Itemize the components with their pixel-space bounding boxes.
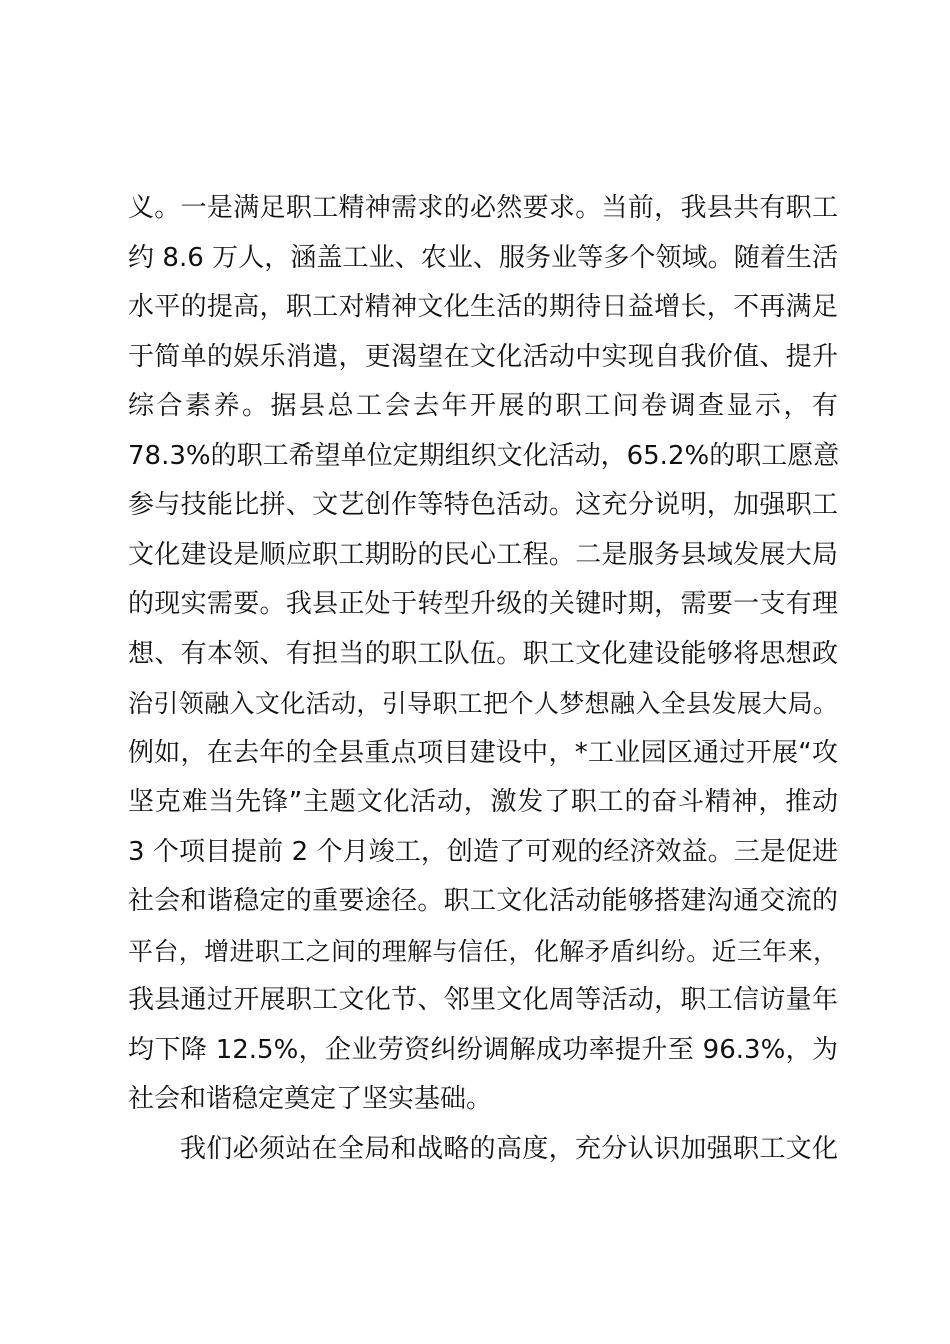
text-line: 3 个项目提前 2 个月竣工，创造了可观的经济效益。三是促进 (128, 836, 838, 867)
text-line: 于简单的娱乐消遣，更渴望在文化活动中实现自我价值、提升 (128, 341, 838, 372)
text-line: 社会和谐稳定的重要途径。职工文化活动能够搭建沟通交流的 (128, 886, 838, 916)
text-line: 的现实需要。我县正处于转型升级的关键时期，需要一支有理 (128, 589, 838, 619)
document-body (128, 184, 838, 1174)
text-line: 78.3%的职工希望单位定期组织文化活动，65.2%的职工愿意 (128, 440, 840, 471)
text-line: 平台，增进职工之间的理解与信任，化解矛盾纠纷。近三年来， (128, 936, 838, 966)
text-line: 综合素养。据县总工会去年开展的职工问卷调查显示，有 (128, 391, 838, 421)
text-line: 想、有本领、有担当的职工队伍。职工文化建设能够将思想政 (128, 638, 838, 669)
paragraph-end-line: 社会和谐稳定奠定了坚实基础。 (128, 1084, 493, 1114)
text-line: 参与技能比拼、文艺创作等特色活动。这充分说明，加强职工 (128, 490, 838, 520)
text-line: 治引领融入文化活动，引导职工把个人梦想融入全县发展大局。 (128, 689, 838, 718)
text-line: 水平的提高，职工对精神文化生活的期待日益增长，不再满足 (128, 292, 838, 322)
text-line: 约 8.6 万人，涵盖工业、农业、服务业等多个领域。随着生活 (128, 242, 838, 273)
text-line: 坚克难当先锋”主题文化活动，激发了职工的奋斗精神，推动 (128, 787, 838, 817)
text-line: 均下降 12.5%，企业劳资纠纷调解成功率提升至 96.3%，为 (128, 1034, 838, 1065)
text-line: 我县通过开展职工文化节、邻里文化周等活动，职工信访量年 (128, 985, 838, 1015)
paragraph-start-line: 我们必须站在全局和战略的高度，充分认识加强职工文化 (180, 1133, 838, 1164)
text-line: 例如，在去年的全县重点项目建设中，*工业园区通过开展“攻 (128, 737, 838, 768)
text-line: 文化建设是顺应职工期盼的民心工程。二是服务县域发展大局 (128, 539, 838, 570)
text-line: 义。一是满足职工精神需求的必然要求。当前，我县共有职工 (128, 193, 838, 223)
